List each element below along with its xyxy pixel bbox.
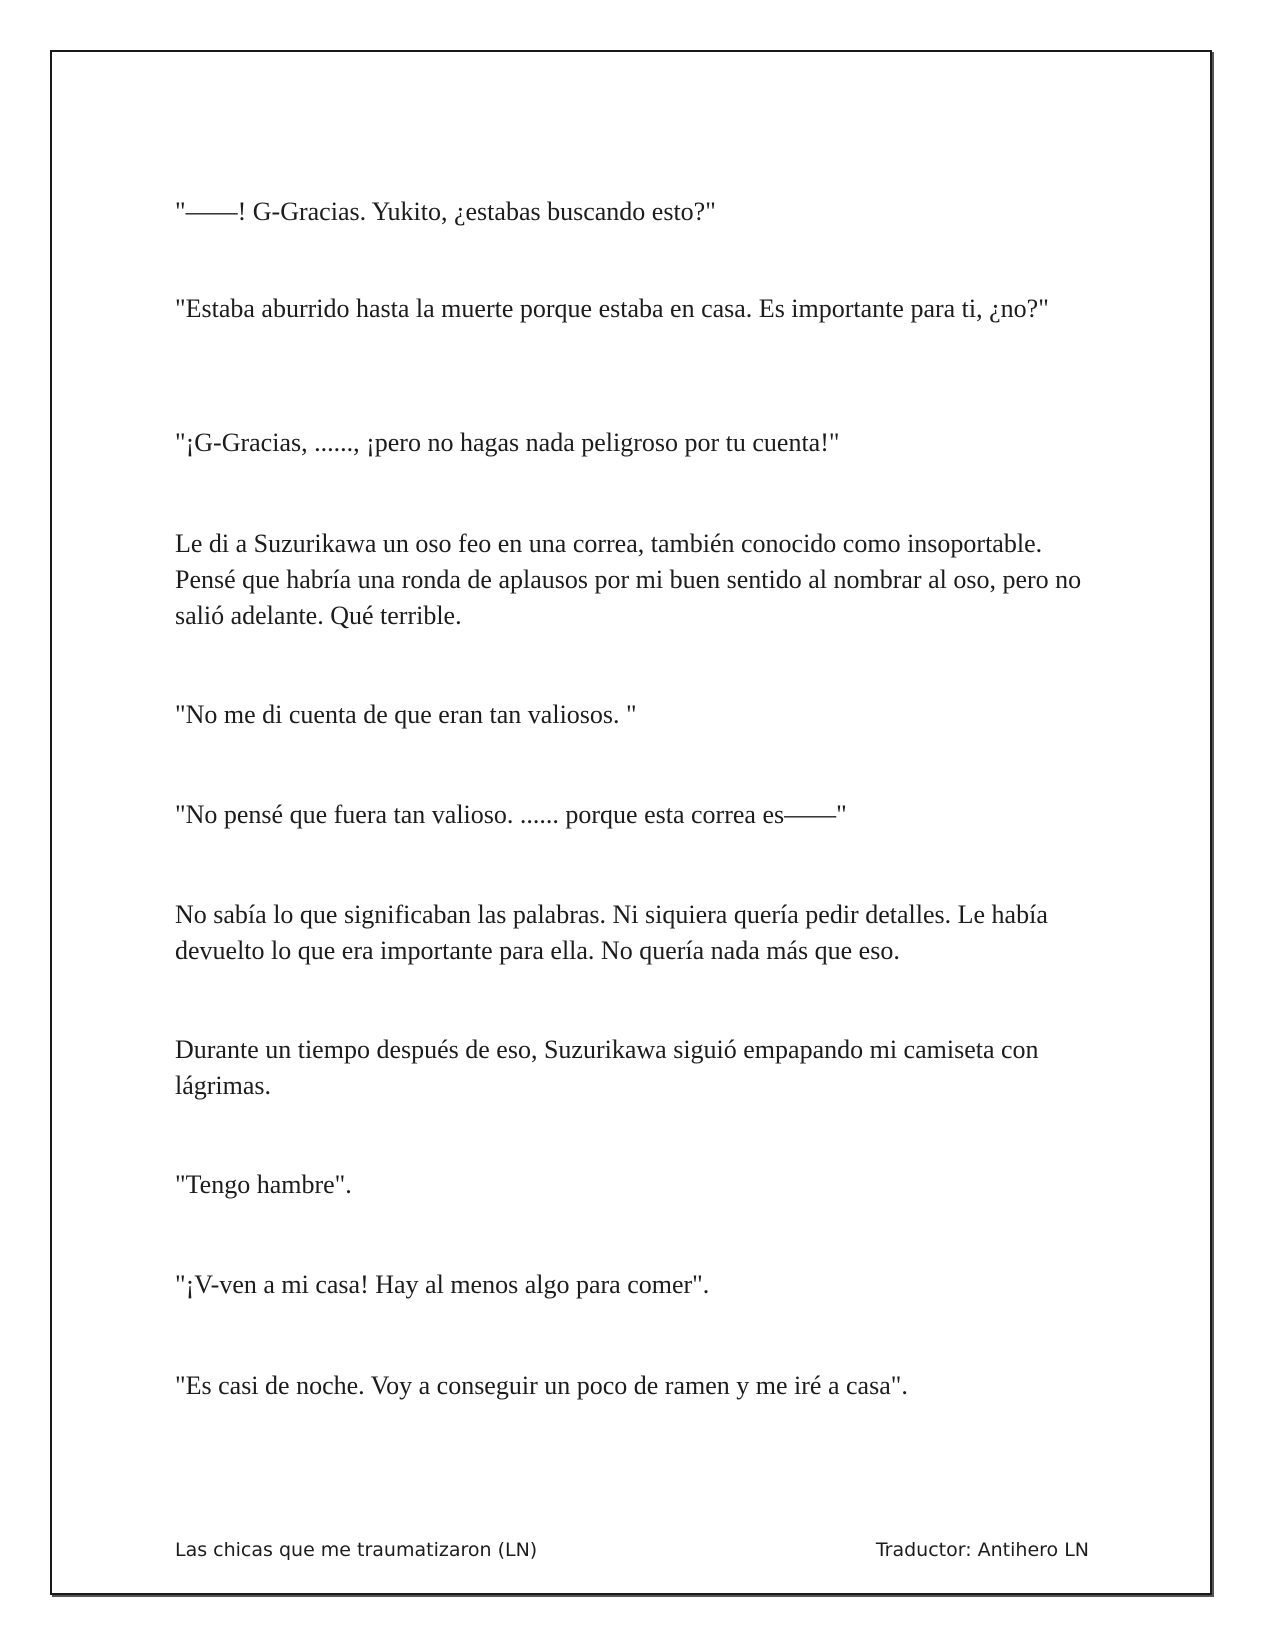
paragraph-10: "¡V-ven a mi casa! Hay al menos algo para comer".: [175, 1270, 710, 1299]
paragraph-6: "No pensé que fuera tan valioso. ...... porque esta correa es——": [175, 800, 847, 829]
paragraph-5: "No me di cuenta de que eran tan valiosos. ": [175, 700, 637, 729]
paragraph-3: "¡G-Gracias, ......, ¡pero no hagas nada peligroso por tu cuenta!": [175, 428, 840, 457]
paragraph-7: No sabía lo que significaban las palabras. Ni siquiera quería pedir detalles. Le había devuelto lo que era importante para ella. No quería nada más que eso.: [175, 900, 1048, 965]
footer-title: Las chicas que me traumatizaron (LN): [175, 1539, 538, 1561]
paragraph-9: "Tengo hambre".: [175, 1170, 352, 1199]
paragraph-2: "Estaba aburrido hasta la muerte porque estaba en casa. Es importante para ti, ¿no?": [175, 294, 1049, 323]
paragraph-8: Durante un tiempo después de eso, Suzurikawa siguió empapando mi camiseta con lágrimas.: [175, 1035, 1039, 1100]
paragraph-11: "Es casi de noche. Voy a conseguir un poco de ramen y me iré a casa".: [175, 1371, 908, 1400]
paragraph-1: "——! G-Gracias. Yukito, ¿estabas buscando esto?": [175, 197, 716, 226]
footer-translator: Traductor: Antihero LN: [875, 1539, 1089, 1561]
paragraph-4: Le di a Suzurikawa un oso feo en una correa, también conocido como insoportable. Pensé que habría una ronda de aplausos por mi buen sentido al nombrar al oso, pero no salió adelante. Qué terrible.: [175, 529, 1082, 630]
